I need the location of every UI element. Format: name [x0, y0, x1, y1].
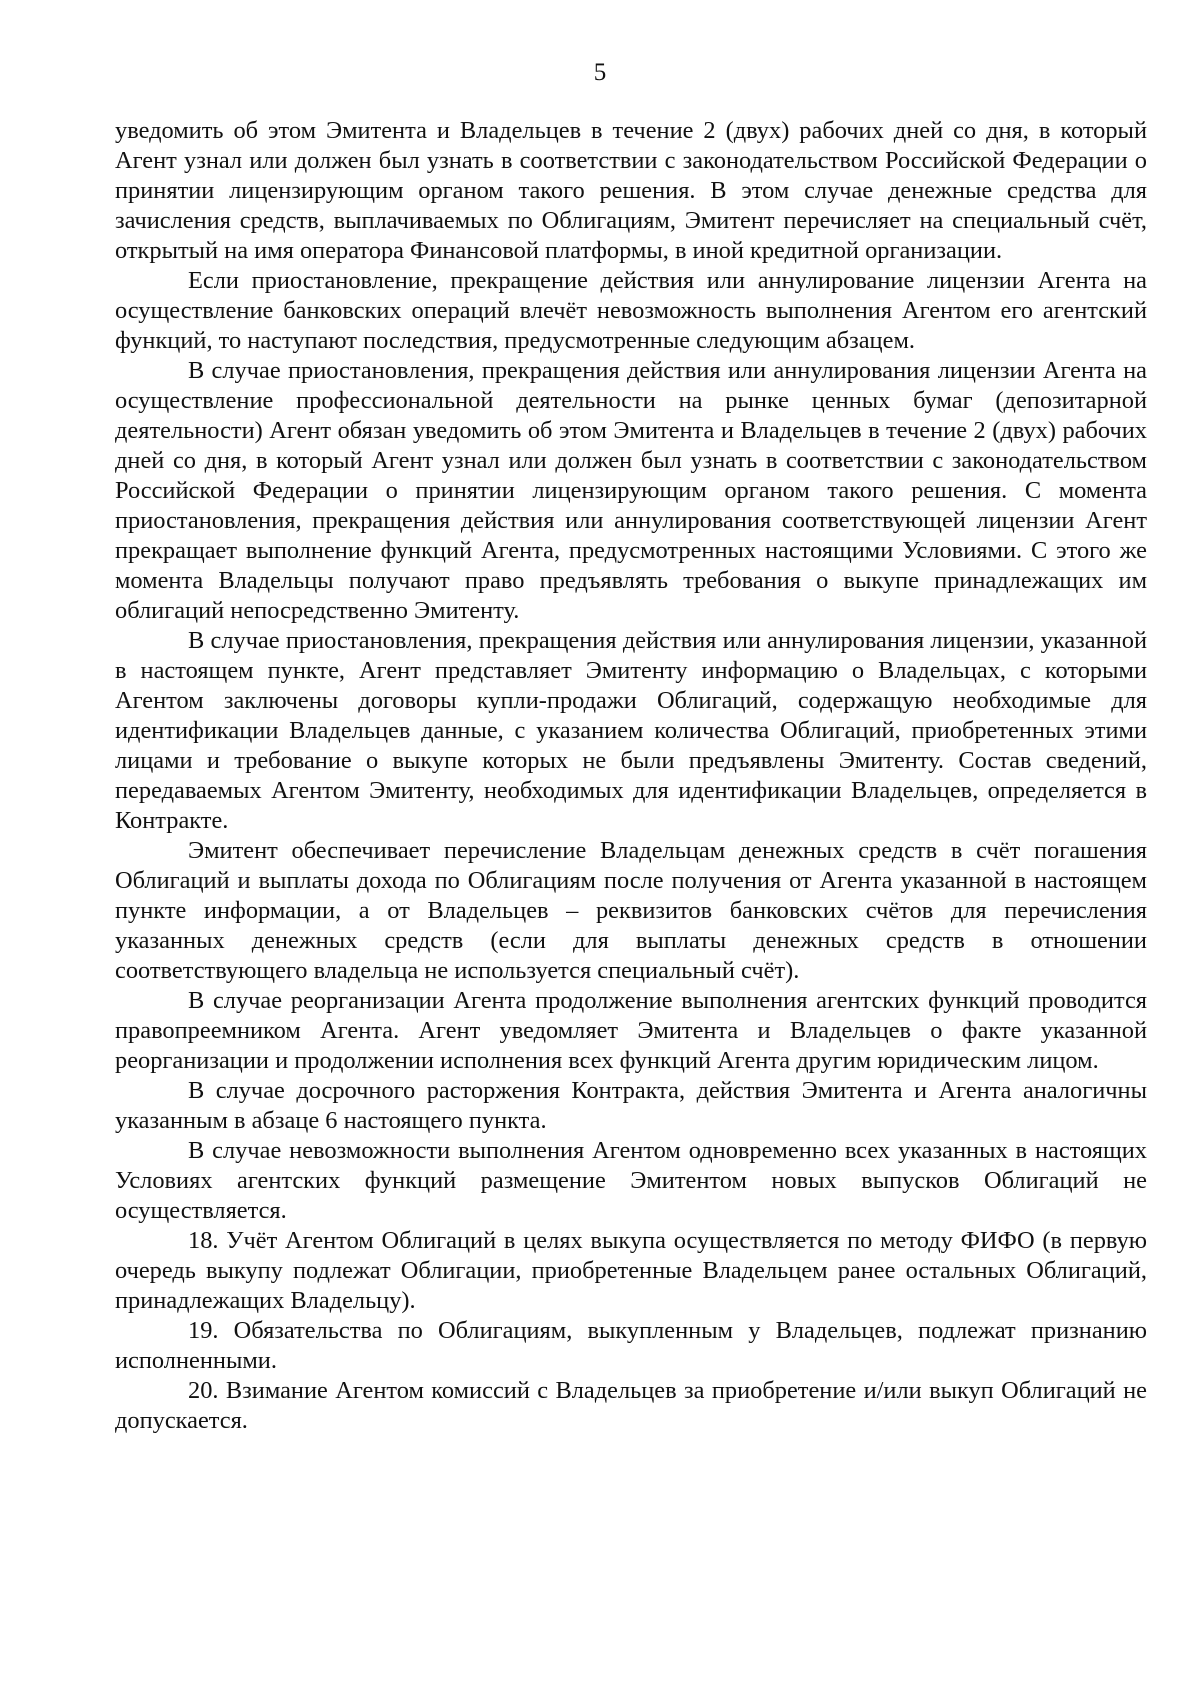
paragraph-impossibility: В случае невозможности выполнения Агентом одновременно всех указанных в настоящих Условиях агентских функций размещение Эмитентом новых выпусков Облигаций не осуществляется. [115, 1137, 1147, 1224]
paragraph-item-18: 18. Учёт Агентом Облигаций в целях выкупа осуществляется по методу ФИФО (в первую очередь выкупу подлежат Облигации, приобретенные Владельцем ранее остальных Облигаций, принадлежащих Владельцу). [115, 1227, 1147, 1314]
paragraph-owner-information: В случае приостановления, прекращения действия или аннулирования лицензии, указанной в настоящем пункте, Агент представляет Эмитенту информацию о Владельцах, с которыми Агентом заключены договоры купли-продажи Облигаций, содержащую необходимые для идентификации Владельцев данные, с указанием количества Облигаций, приобретенных этими лицами и требование о выкупе которых не были предъявлены Эмитенту. Состав сведений, передаваемых Агентом Эмитенту, необходимых для идентификации Владельцев, определяется в Контракте. [115, 627, 1147, 834]
page-number: 5 [593, 59, 607, 86]
document-body [115, 116, 1147, 1436]
paragraph-item-20: 20. Взимание Агентом комиссий с Владельцев за приобретение и/или выкуп Облигаций не допускается. [115, 1377, 1147, 1434]
paragraph-banking-license: Если приостановление, прекращение действия или аннулирование лицензии Агента на осуществление банковских операций влечёт невозможность выполнения Агентом его агентский функций, то наступают последствия, предусмотренные следующим абзацем. [115, 267, 1147, 354]
paragraph-reorganization: В случае реорганизации Агента продолжение выполнения агентских функций проводится правопреемником Агента. Агент уведомляет Эмитента и Владельцев о факте указанной реорганизации и продолжении исполнения всех функций Агента другим юридическим лицом. [115, 987, 1147, 1074]
paragraph-depository-license: В случае приостановления, прекращения действия или аннулирования лицензии Агента на осуществление профессиональной деятельности на рынке ценных бумаг (депозитарной деятельности) Агент обязан уведомить об этом Эмитента и Владельцев в течение 2 (двух) рабочих дней со дня, в который Агент узнал или должен был узнать в соответствии с законодательством Российской Федерации о принятии лицензирующим органом такого решения. С момента приостановления, прекращения действия или аннулирования соответствующей лицензии Агент прекращает выполнение функций Агента, предусмотренных настоящими Условиями. С этого же момента Владельцы получают право предъявлять требования о выкупе принадлежащих им облигаций непосредственно Эмитенту. [115, 357, 1147, 624]
paragraph-issuer-payments: Эмитент обеспечивает перечисление Владельцам денежных средств в счёт погашения Облигаций и выплаты дохода по Облигациям после получения от Агента указанной в настоящем пункте информации, а от Владельцев – реквизитов банковских счётов для перечисления указанных денежных средств (если для выплаты денежных средств в отношении соответствующего владельца не используется специальный счёт). [115, 837, 1147, 984]
paragraph-item-19: 19. Обязательства по Облигациям, выкупленным у Владельцев, подлежат признанию исполненными. [115, 1317, 1147, 1374]
paragraph-contract-termination: В случае досрочного расторжения Контракта, действия Эмитента и Агента аналогичны указанным в абзаце 6 настоящего пункта. [115, 1077, 1147, 1134]
paragraph-continuation: уведомить об этом Эмитента и Владельцев в течение 2 (двух) рабочих дней со дня, в который Агент узнал или должен был узнать в соответствии с законодательством Российской Федерации о принятии лицензирующим органом такого решения. В этом случае денежные средства для зачисления средств, выплачиваемых по Облигациям, Эмитент перечисляет на специальный счёт, открытый на имя оператора Финансовой платформы, в иной кредитной организации. [115, 117, 1147, 264]
